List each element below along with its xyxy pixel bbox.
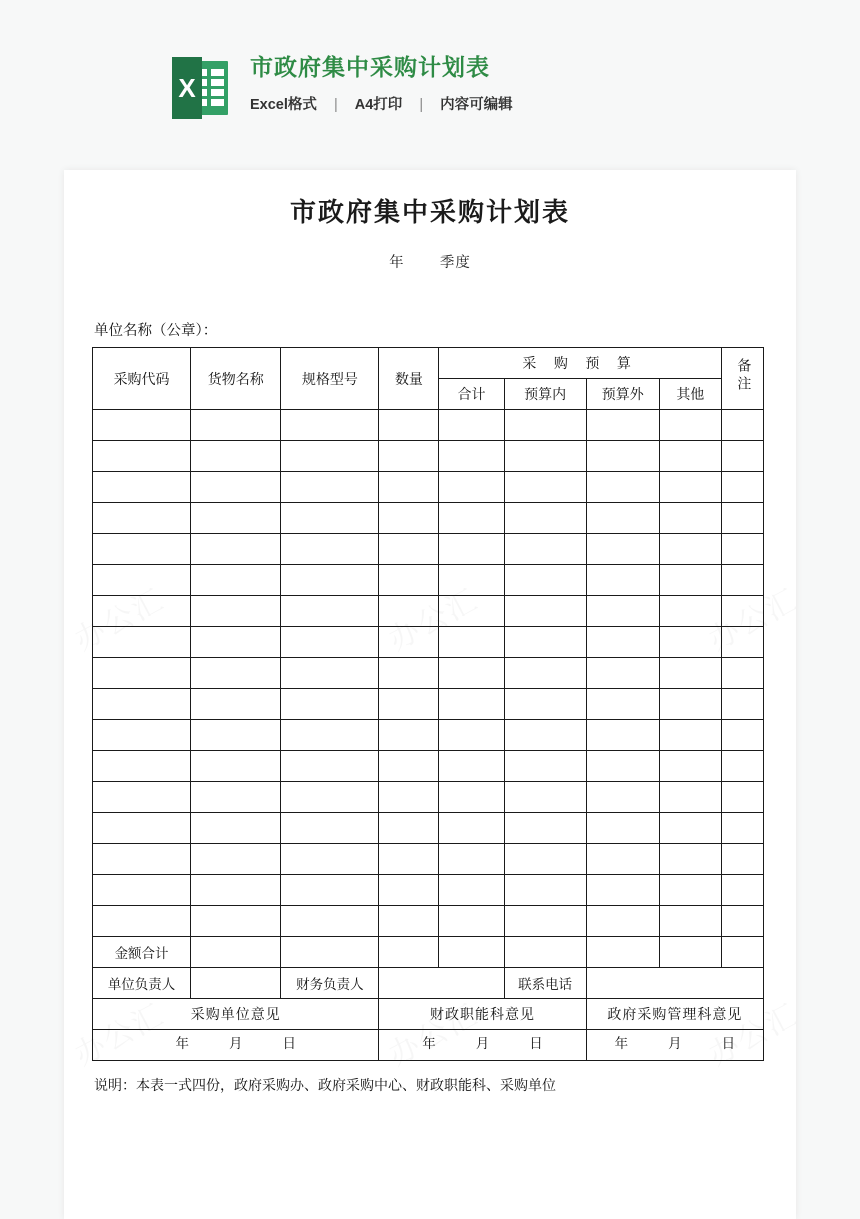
- table-row: [93, 596, 764, 627]
- cell-budget-in[interactable]: [504, 627, 586, 658]
- opinion-box-2[interactable]: [586, 1030, 763, 1061]
- cell-remark[interactable]: [721, 813, 763, 844]
- total-goods-name-cell[interactable]: [191, 937, 281, 968]
- cell-budget-total[interactable]: [439, 782, 504, 813]
- cell-goods-name[interactable]: [191, 875, 281, 906]
- cell-budget-out[interactable]: [586, 410, 659, 441]
- cell-budget-total[interactable]: [439, 689, 504, 720]
- cell-budget-out[interactable]: [586, 565, 659, 596]
- promo-editable-label: 内容可编辑: [440, 97, 513, 114]
- cell-budget-out[interactable]: [586, 782, 659, 813]
- cell-qty[interactable]: [379, 906, 439, 937]
- cell-remark[interactable]: [721, 906, 763, 937]
- cell-code[interactable]: [93, 906, 191, 937]
- cell-spec[interactable]: [281, 565, 379, 596]
- cell-remark[interactable]: [721, 534, 763, 565]
- total-budget-total-cell[interactable]: [439, 937, 504, 968]
- cell-budget-total[interactable]: [439, 472, 504, 503]
- table-row: [93, 658, 764, 689]
- cell-remark[interactable]: [721, 844, 763, 875]
- promo-header: [0, 0, 860, 150]
- cell-remark[interactable]: [721, 410, 763, 441]
- unit-head-label: 单位负责人: [93, 968, 191, 999]
- cell-budget-out[interactable]: [586, 813, 659, 844]
- cell-spec[interactable]: [281, 875, 379, 906]
- opinion-box-0[interactable]: [93, 1030, 379, 1061]
- total-remark-cell[interactable]: [721, 937, 763, 968]
- cell-spec[interactable]: [281, 441, 379, 472]
- cell-goods-name[interactable]: [191, 813, 281, 844]
- cell-remark[interactable]: [721, 782, 763, 813]
- cell-goods-name[interactable]: [191, 410, 281, 441]
- cell-spec[interactable]: [281, 844, 379, 875]
- cell-remark[interactable]: [721, 627, 763, 658]
- cell-budget-total[interactable]: [439, 627, 504, 658]
- cell-budget-other[interactable]: [659, 658, 721, 689]
- cell-budget-total[interactable]: [439, 844, 504, 875]
- cell-code[interactable]: [93, 472, 191, 503]
- cell-spec[interactable]: [281, 503, 379, 534]
- logo-letter: X: [178, 73, 196, 103]
- promo-title: 市政府集中采购计划表: [250, 54, 490, 80]
- opinion-date-0: [93, 1032, 378, 1059]
- cell-goods-name[interactable]: [191, 844, 281, 875]
- total-qty-cell[interactable]: [379, 937, 439, 968]
- cell-budget-in[interactable]: [504, 472, 586, 503]
- cell-qty[interactable]: [379, 565, 439, 596]
- opinion-date-2: [587, 1032, 763, 1059]
- promo-text-block: [250, 55, 513, 114]
- cell-budget-other[interactable]: [659, 782, 721, 813]
- contact-phone-value[interactable]: [586, 968, 763, 999]
- cell-code[interactable]: [93, 813, 191, 844]
- header-code: 采购代码: [93, 348, 191, 410]
- cell-budget-total[interactable]: [439, 751, 504, 782]
- cell-budget-out[interactable]: [586, 844, 659, 875]
- document-page: [64, 170, 796, 1219]
- cell-qty[interactable]: [379, 534, 439, 565]
- cell-goods-name[interactable]: [191, 472, 281, 503]
- total-budget-other-cell[interactable]: [659, 937, 721, 968]
- cell-budget-other[interactable]: [659, 844, 721, 875]
- table-row: [93, 410, 764, 441]
- cell-code[interactable]: [93, 720, 191, 751]
- total-spec-cell[interactable]: [281, 937, 379, 968]
- cell-budget-in[interactable]: [504, 596, 586, 627]
- table-row: [93, 906, 764, 937]
- cell-budget-out[interactable]: [586, 689, 659, 720]
- date-month-label: 月: [228, 1035, 243, 1051]
- table-row: [93, 441, 764, 472]
- cell-remark[interactable]: [721, 565, 763, 596]
- cell-remark[interactable]: [721, 689, 763, 720]
- cell-spec[interactable]: [281, 472, 379, 503]
- cell-code[interactable]: [93, 658, 191, 689]
- cell-budget-out[interactable]: [586, 534, 659, 565]
- cell-qty[interactable]: [379, 844, 439, 875]
- cell-budget-out[interactable]: [586, 751, 659, 782]
- cell-budget-other[interactable]: [659, 720, 721, 751]
- total-budget-out-cell[interactable]: [586, 937, 659, 968]
- page-title: 市政府集中采购计划表: [289, 198, 570, 227]
- header-budget-group: 采 购 预 算: [439, 348, 721, 379]
- header-quantity: 数量: [379, 348, 439, 410]
- table-row: [93, 782, 764, 813]
- cell-goods-name[interactable]: [191, 503, 281, 534]
- cell-budget-out[interactable]: [586, 441, 659, 472]
- cell-code[interactable]: [93, 751, 191, 782]
- cell-spec[interactable]: [281, 534, 379, 565]
- opinion-content-row: [93, 1030, 764, 1061]
- cell-budget-total[interactable]: [439, 906, 504, 937]
- total-budget-in-cell[interactable]: [504, 937, 586, 968]
- cell-code[interactable]: [93, 410, 191, 441]
- cell-goods-name[interactable]: [191, 596, 281, 627]
- date-year-label: 年: [422, 1035, 436, 1051]
- table-header: [93, 348, 764, 410]
- cell-spec[interactable]: [281, 689, 379, 720]
- cell-budget-other[interactable]: [659, 472, 721, 503]
- contact-phone-label: 联系电话: [504, 968, 586, 999]
- table-row: [93, 565, 764, 596]
- opinion-title-0: 采购单位意见: [93, 999, 379, 1030]
- cell-budget-in[interactable]: [504, 658, 586, 689]
- cell-budget-other[interactable]: [659, 565, 721, 596]
- cell-code[interactable]: [93, 689, 191, 720]
- table-row: [93, 689, 764, 720]
- cell-goods-name[interactable]: [191, 534, 281, 565]
- cell-goods-name[interactable]: [191, 658, 281, 689]
- signature-row: [93, 968, 764, 999]
- cell-budget-in[interactable]: [504, 534, 586, 565]
- header-budget-in: 预算内: [504, 379, 586, 410]
- cell-spec[interactable]: [281, 720, 379, 751]
- cell-spec[interactable]: [281, 596, 379, 627]
- cell-budget-in[interactable]: [504, 875, 586, 906]
- cell-qty[interactable]: [379, 503, 439, 534]
- period-subtitle: [92, 251, 768, 272]
- cell-budget-other[interactable]: [659, 627, 721, 658]
- cell-budget-out[interactable]: [586, 720, 659, 751]
- promo-format-label: Excel格式: [250, 97, 317, 114]
- header-remark-text: 备注: [735, 358, 751, 394]
- cell-budget-total[interactable]: [439, 565, 504, 596]
- cell-spec[interactable]: [281, 782, 379, 813]
- cell-budget-other[interactable]: [659, 906, 721, 937]
- promo-separator-1: |: [333, 97, 338, 114]
- cell-goods-name[interactable]: [191, 782, 281, 813]
- cell-budget-in[interactable]: [504, 782, 586, 813]
- logo-grid-icon: [200, 69, 224, 107]
- cell-budget-out[interactable]: [586, 627, 659, 658]
- cell-qty[interactable]: [379, 751, 439, 782]
- cell-budget-other[interactable]: [659, 534, 721, 565]
- cell-budget-in[interactable]: [504, 813, 586, 844]
- cell-spec[interactable]: [281, 751, 379, 782]
- cell-qty[interactable]: [379, 689, 439, 720]
- date-year-label: 年: [175, 1035, 189, 1051]
- cell-code[interactable]: [93, 441, 191, 472]
- cell-budget-total[interactable]: [439, 596, 504, 627]
- cell-qty[interactable]: [379, 720, 439, 751]
- cell-goods-name[interactable]: [191, 565, 281, 596]
- unit-head-value[interactable]: [191, 968, 281, 999]
- table-row: [93, 534, 764, 565]
- cell-code[interactable]: [93, 503, 191, 534]
- table-row: [93, 875, 764, 906]
- date-day-label: 日: [282, 1035, 296, 1051]
- cell-code[interactable]: [93, 875, 191, 906]
- cell-budget-in[interactable]: [504, 751, 586, 782]
- cell-remark[interactable]: [721, 596, 763, 627]
- header-goods-name: 货物名称: [191, 348, 281, 410]
- cell-budget-in[interactable]: [504, 565, 586, 596]
- cell-code[interactable]: [93, 565, 191, 596]
- cell-budget-other[interactable]: [659, 813, 721, 844]
- table-row: [93, 627, 764, 658]
- cell-budget-other[interactable]: [659, 596, 721, 627]
- cell-goods-name[interactable]: [191, 627, 281, 658]
- date-month-label: 月: [668, 1035, 682, 1051]
- cell-code[interactable]: [93, 596, 191, 627]
- table-body: [93, 410, 764, 937]
- subtitle-year-label: 年: [389, 255, 405, 271]
- cell-budget-total[interactable]: [439, 813, 504, 844]
- cell-qty[interactable]: [379, 813, 439, 844]
- table-row: [93, 503, 764, 534]
- cell-qty[interactable]: [379, 782, 439, 813]
- header-budget-out: 预算外: [586, 379, 659, 410]
- cell-budget-total[interactable]: [439, 441, 504, 472]
- finance-head-label: 财务负责人: [281, 968, 379, 999]
- cell-budget-other[interactable]: [659, 410, 721, 441]
- cell-budget-other[interactable]: [659, 875, 721, 906]
- cell-qty[interactable]: [379, 875, 439, 906]
- cell-budget-in[interactable]: [504, 844, 586, 875]
- cell-qty[interactable]: [379, 472, 439, 503]
- cell-qty[interactable]: [379, 441, 439, 472]
- cell-remark[interactable]: [721, 875, 763, 906]
- header-budget-other: 其他: [659, 379, 721, 410]
- cell-budget-total[interactable]: [439, 875, 504, 906]
- date-month-label: 月: [475, 1035, 490, 1051]
- cell-spec[interactable]: [281, 658, 379, 689]
- cell-goods-name[interactable]: [191, 720, 281, 751]
- table-row: [93, 844, 764, 875]
- cell-spec[interactable]: [281, 627, 379, 658]
- cell-budget-other[interactable]: [659, 503, 721, 534]
- cell-budget-in[interactable]: [504, 410, 586, 441]
- date-day-label: 日: [529, 1035, 543, 1051]
- total-row-label: 金额合计: [93, 937, 191, 968]
- opinion-date-1: [379, 1032, 585, 1059]
- cell-budget-in[interactable]: [504, 503, 586, 534]
- cell-budget-total[interactable]: [439, 503, 504, 534]
- cell-budget-total[interactable]: [439, 410, 504, 441]
- document-body: [64, 170, 796, 1095]
- opinion-header-row: [93, 999, 764, 1030]
- cell-budget-in[interactable]: [504, 441, 586, 472]
- promo-subtitle: [250, 93, 513, 114]
- date-year-label: 年: [614, 1035, 629, 1051]
- promo-print-label: A4打印: [354, 97, 403, 114]
- date-day-label: 日: [721, 1035, 736, 1051]
- cell-budget-out[interactable]: [586, 906, 659, 937]
- opinion-title-1: 财政职能科意见: [379, 999, 586, 1030]
- cell-code[interactable]: [93, 534, 191, 565]
- cell-code[interactable]: [93, 627, 191, 658]
- cell-remark[interactable]: [721, 472, 763, 503]
- cell-qty[interactable]: [379, 596, 439, 627]
- opinion-title-2: 政府采购管理科意见: [586, 999, 763, 1030]
- cell-budget-out[interactable]: [586, 596, 659, 627]
- table-header-row-1: [93, 348, 764, 379]
- cell-budget-out[interactable]: [586, 472, 659, 503]
- table-row: [93, 751, 764, 782]
- cell-spec[interactable]: [281, 410, 379, 441]
- unit-name-label: 单位名称（公章）：: [94, 323, 218, 339]
- cell-qty[interactable]: [379, 627, 439, 658]
- cell-budget-in[interactable]: [504, 906, 586, 937]
- subtitle-quarter-label: 季度: [439, 255, 471, 271]
- cell-remark[interactable]: [721, 503, 763, 534]
- cell-qty[interactable]: [379, 410, 439, 441]
- cell-budget-other[interactable]: [659, 689, 721, 720]
- cell-budget-total[interactable]: [439, 658, 504, 689]
- cell-budget-in[interactable]: [504, 689, 586, 720]
- header-budget-total: 合计: [439, 379, 504, 410]
- opinion-box-1[interactable]: [379, 1030, 586, 1061]
- table-row: [93, 720, 764, 751]
- total-row: [93, 937, 764, 968]
- cell-spec[interactable]: [281, 906, 379, 937]
- promo-separator-2: |: [419, 97, 424, 114]
- cell-budget-out[interactable]: [586, 503, 659, 534]
- cell-code[interactable]: [93, 844, 191, 875]
- cell-goods-name[interactable]: [191, 906, 281, 937]
- footer-note: 说明：本表一式四份，政府采购办、政府采购中心、财政职能科、采购单位: [94, 1079, 556, 1094]
- cell-remark[interactable]: [721, 751, 763, 782]
- cell-budget-in[interactable]: [504, 720, 586, 751]
- table-row: [93, 813, 764, 844]
- cell-remark[interactable]: [721, 658, 763, 689]
- cell-budget-other[interactable]: [659, 751, 721, 782]
- cell-budget-other[interactable]: [659, 441, 721, 472]
- cell-budget-total[interactable]: [439, 534, 504, 565]
- header-spec-model: 规格型号: [281, 348, 379, 410]
- cell-goods-name[interactable]: [191, 689, 281, 720]
- cell-budget-out[interactable]: [586, 875, 659, 906]
- cell-goods-name[interactable]: [191, 751, 281, 782]
- cell-budget-out[interactable]: [586, 658, 659, 689]
- procurement-plan-table: [92, 347, 764, 1061]
- table-summary: [93, 937, 764, 1061]
- header-remark: [721, 348, 763, 410]
- cell-spec[interactable]: [281, 813, 379, 844]
- excel-file-icon: [172, 57, 228, 119]
- cell-remark[interactable]: [721, 441, 763, 472]
- cell-qty[interactable]: [379, 658, 439, 689]
- cell-goods-name[interactable]: [191, 441, 281, 472]
- finance-head-value[interactable]: [379, 968, 504, 999]
- cell-remark[interactable]: [721, 720, 763, 751]
- cell-budget-total[interactable]: [439, 720, 504, 751]
- table-row: [93, 472, 764, 503]
- cell-code[interactable]: [93, 782, 191, 813]
